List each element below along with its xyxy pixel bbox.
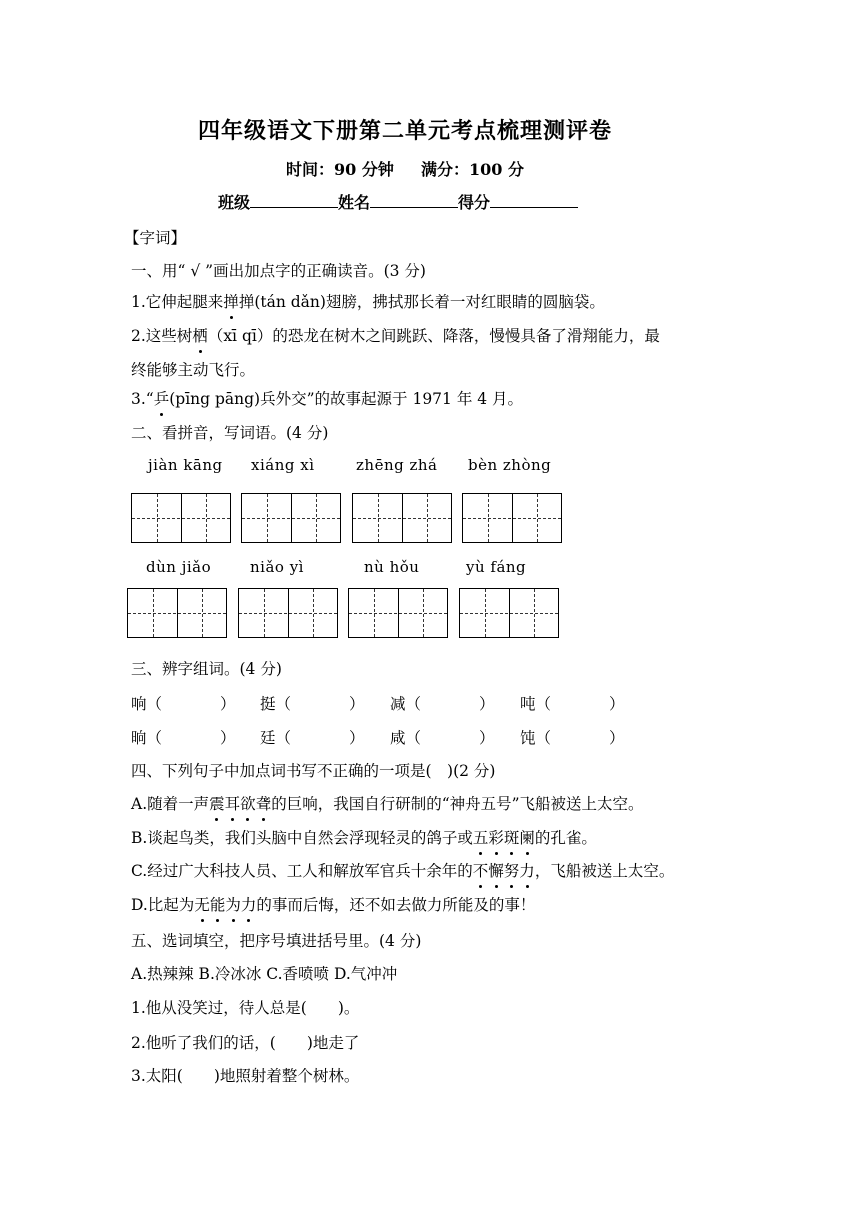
writing-grid-7[interactable] [348,588,448,638]
writing-grid-5[interactable] [127,588,227,638]
dotted-char: 耳 [225,792,241,814]
class-label: 班级 [218,193,251,212]
grade-label: 得分 [458,193,491,212]
q3-cell[interactable]: 吨（ ） [520,695,625,713]
dotted-char: 斑 [504,826,520,848]
class-blank[interactable] [250,207,338,208]
writing-grid-2[interactable] [241,493,341,543]
pinyin-1: jiàn kāng [148,456,223,474]
dotted-char: 聋 [256,792,272,814]
name-blank[interactable] [370,207,458,208]
pinyin-6: niǎo yì [250,558,304,576]
exam-meta [286,157,524,180]
pinyin-2: xiáng xì [251,456,315,474]
dotted-char: 乒 [154,387,170,409]
writing-grid-6[interactable] [238,588,338,638]
dotted-char: 阑 [519,826,535,848]
dotted-char: 无 [194,893,210,915]
dotted-char: 懈 [488,859,504,881]
dotted-char: 掸 [223,290,239,312]
dotted-char: 力 [519,859,535,881]
dotted-char: 震 [209,792,225,814]
q2-heading: 二、看拼音，写词语。(4 分) [131,424,329,442]
q4-option-a[interactable]: A.随着一声震耳欲聋的巨响，我国自行研制的“神舟五号”飞船被送上太空。 [131,792,644,814]
q3-cell[interactable]: 廷（ ） [260,729,365,747]
dotted-char: 为 [225,893,241,915]
writing-grid-1[interactable] [131,493,231,543]
q4-heading: 四、下列句子中加点词书写不正确的一项是( )(2 分) [131,762,496,780]
name-label: 姓名 [338,193,371,212]
dotted-char: 栖 [192,324,208,346]
dotted-char: 能 [210,893,226,915]
q3-cell[interactable]: 晌（ ） [131,729,236,747]
writing-grid-8[interactable] [459,588,559,638]
pinyin-8: yù fáng [466,558,527,576]
writing-grid-4[interactable] [462,493,562,543]
q3-cell[interactable]: 响（ ） [131,695,236,713]
writing-grid-3[interactable] [352,493,452,543]
q5-options: A.热辣辣 B.冷冰冰 C.香喷喷 D.气冲冲 [131,965,398,983]
dotted-char: 努 [504,859,520,881]
q3-heading: 三、辨字组词。(4 分) [131,660,282,678]
q1-item2: 2.这些树栖（xī qī）的恐龙在树木之间跳跃、降落，慢慢具备了滑翔能力，最 [131,324,660,346]
q3-cell[interactable]: 饨（ ） [520,729,625,747]
pinyin-5: dùn jiǎo [146,558,212,576]
dotted-char: 欲 [240,792,256,814]
q5-item1[interactable]: 1.他从没笑过，待人总是( )。 [131,999,360,1017]
q4-option-d[interactable]: D.比起为无能为力的事而后悔，还不如去做力所能及的事！ [131,893,535,915]
grade-blank[interactable] [490,207,578,208]
dotted-char: 彩 [488,826,504,848]
time-label: 时间：90 分钟 [286,160,394,179]
q1-item2-cont: 终能够主动飞行。 [131,361,256,379]
pinyin-7: nù hǒu [364,558,420,576]
dotted-char: 力 [241,893,257,915]
q1-item1: 1.它伸起腿来掸掸(tán dǎn)翅膀，拂拭那长着一对红眼睛的圆脑袋。 [131,290,605,312]
q5-item3[interactable]: 3.太阳( )地照射着整个树林。 [131,1067,360,1085]
dotted-char: 五 [473,826,489,848]
q4-option-c[interactable]: C.经过广大科技人员、工人和解放军官兵十余年的不懈努力，飞船被送上太空。 [131,859,674,881]
q5-heading: 五、选词填空，把序号填进括号里。(4 分) [131,932,422,950]
dotted-char: 不 [473,859,489,881]
section-label: 【字词】 [124,229,187,247]
q3-cell[interactable]: 咸（ ） [390,729,495,747]
q3-cell[interactable]: 挺（ ） [260,695,365,713]
student-info [218,190,578,213]
pinyin-3: zhēng zhá [356,456,438,474]
q4-option-b[interactable]: B.谈起鸟类，我们头脑中自然会浮现轻灵的鸽子或五彩斑阑的孔雀。 [131,826,597,848]
q1-heading: 一、用“ √ ”画出加点字的正确读音。(3 分) [131,262,426,280]
page-title: 四年级语文下册第二单元考点梳理测评卷 [198,118,613,144]
q1-item3: 3.“乒(pīng pāng)兵外交”的故事起源于 1971 年 4 月。 [131,387,523,409]
q3-cell[interactable]: 减（ ） [390,695,495,713]
score-label: 满分：100 分 [421,160,524,179]
pinyin-4: bèn zhòng [468,456,552,474]
q5-item2[interactable]: 2.他听了我们的话，( )地走了 [131,1034,360,1052]
